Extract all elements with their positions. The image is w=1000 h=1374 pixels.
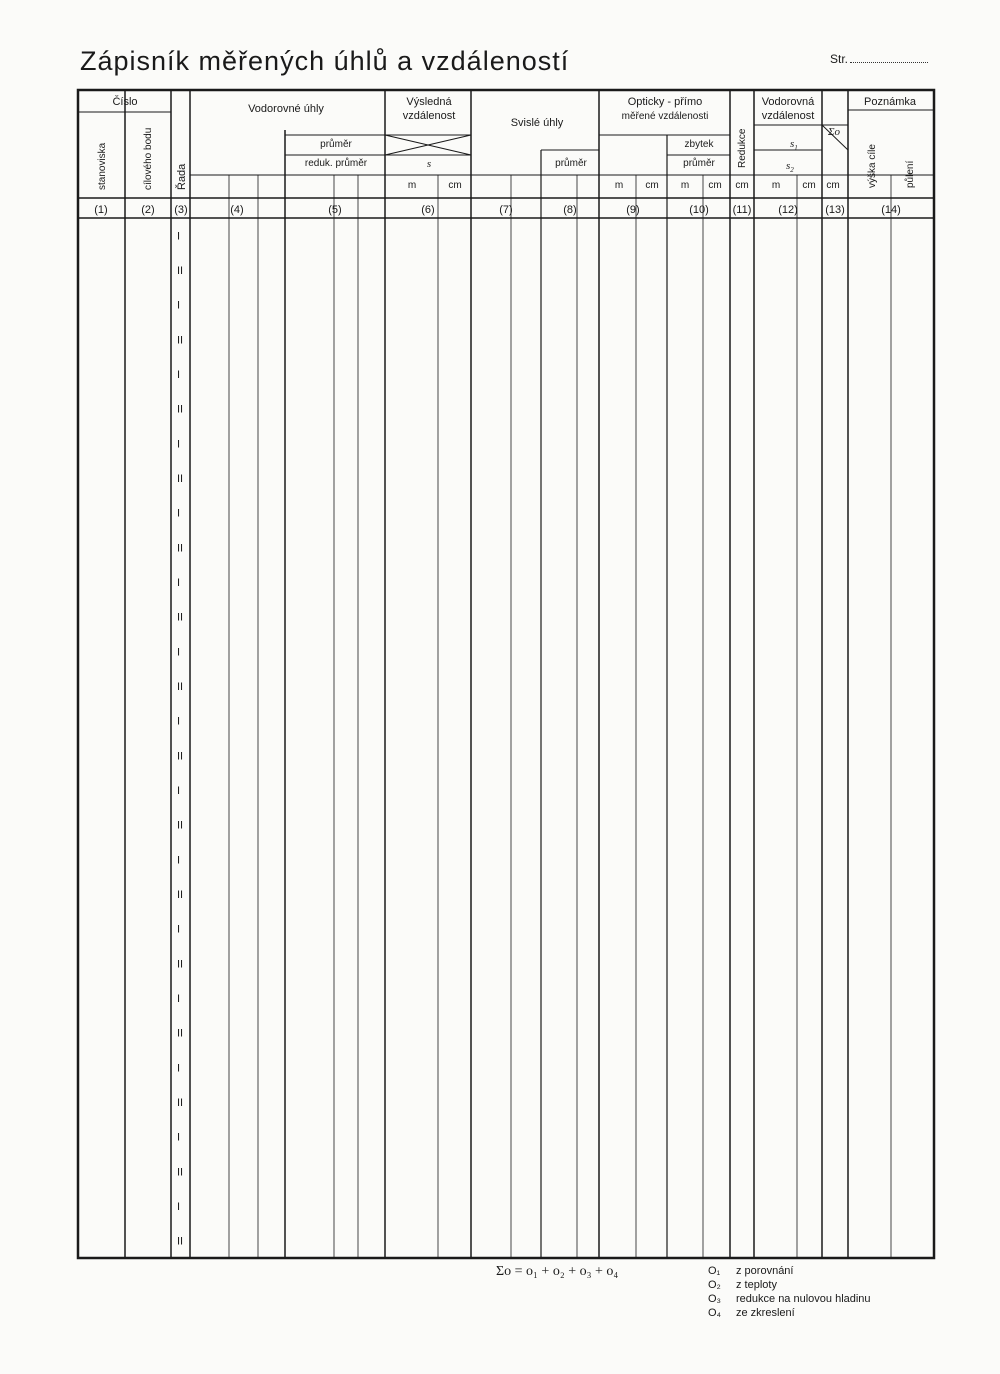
header-sigma-o: Σo [827, 126, 841, 138]
result-box [385, 1085, 471, 1120]
header-poznamka: Poznámka [864, 96, 916, 108]
column-number: (10) [689, 204, 709, 216]
result-box [385, 253, 471, 288]
grid-line [385, 911, 471, 946]
legend-row [708, 1306, 871, 1320]
grid-line [385, 426, 471, 461]
grid-line [385, 565, 471, 600]
legend-row [708, 1278, 871, 1292]
row-label: I [177, 438, 181, 451]
header-s1: $s_1$ [790, 138, 798, 152]
row-label: I [177, 715, 181, 728]
column-number: (14) [881, 204, 901, 216]
page-title: Zápisník měřených úhlů a vzdáleností [80, 46, 570, 76]
result-box [285, 391, 385, 426]
row-label: II [177, 958, 184, 971]
column-number: (7) [499, 204, 513, 216]
column-number: (11) [732, 204, 752, 216]
row-label: II [177, 611, 184, 624]
result-box [385, 1015, 471, 1050]
unit-m: m [771, 180, 781, 191]
header-zbytek: zbytek [684, 139, 714, 150]
header-svisle-uhly: Svislé úhly [510, 117, 564, 129]
grid-line [385, 1189, 471, 1224]
row-label: I [177, 1201, 181, 1213]
row-label: I [177, 369, 181, 381]
result-box [285, 1154, 385, 1189]
grid-line [385, 703, 471, 738]
header-vodorovna: Vodorovná [761, 96, 815, 108]
row-label: I [177, 507, 181, 520]
grid-line [385, 426, 471, 461]
legend-row [708, 1292, 871, 1306]
row-label: II [177, 403, 184, 416]
grid-line [385, 634, 471, 669]
header-reduk-prumer: reduk. průměr [304, 158, 368, 169]
result-box [285, 322, 385, 357]
column-number: (6) [421, 204, 435, 216]
column-number: (8) [563, 204, 577, 216]
result-box [285, 599, 385, 634]
grid-line [385, 287, 471, 322]
header-ciloveho-bodu: cílového bodu [143, 127, 154, 190]
result-box [285, 1085, 385, 1120]
legend-text: redukce na nulovou hladinu [736, 1293, 871, 1305]
grid-line [385, 911, 471, 946]
header-opticky: Opticky - přímo [627, 96, 703, 108]
result-box [385, 946, 471, 981]
unit-cm: cm [735, 180, 749, 191]
result-box [285, 1015, 385, 1050]
row-label: I [177, 230, 181, 243]
grid-line [385, 495, 471, 530]
grid-line [385, 981, 471, 1016]
column-number: (4) [230, 204, 244, 216]
row-label: I [177, 785, 181, 797]
unit-m: m [407, 180, 417, 191]
grid-line [385, 357, 471, 392]
result-box [385, 599, 471, 634]
header-cislo: Číslo [112, 96, 138, 108]
row-label: I [177, 993, 181, 1005]
column-number: (12) [778, 204, 798, 216]
header-stanoviska: stanoviska [97, 142, 108, 190]
result-box [385, 738, 471, 773]
row-label: II [177, 265, 184, 277]
column-number: (2) [141, 204, 155, 216]
legend-text: z porovnání [736, 1265, 794, 1277]
row-label: II [177, 1027, 184, 1040]
legend-text: ze zkreslení [736, 1307, 795, 1319]
grid-line [385, 1189, 471, 1224]
grid-line [385, 773, 471, 808]
grid-line [385, 981, 471, 1016]
unit-m: m [680, 180, 690, 191]
page-number-label: Str. [830, 52, 849, 66]
header-vyska-cile: výška cíle [867, 144, 878, 188]
row-label: II [177, 889, 184, 901]
header-vzdalenost2: vzdálenost [761, 110, 815, 122]
header-vysledna: Výsledná [406, 96, 452, 108]
row-label: I [177, 1131, 181, 1144]
row-label: II [177, 1097, 184, 1109]
table-frame [78, 90, 934, 1258]
grid-line [385, 634, 471, 669]
header-redukce: Redukce [737, 128, 748, 168]
column-number: (5) [328, 204, 342, 216]
header-merene-vzdalenosti: měřené vzdálenosti [621, 111, 709, 122]
grid-line [385, 1050, 471, 1085]
row-label: II [177, 1166, 184, 1179]
correction-legend [708, 1264, 871, 1320]
result-box [385, 391, 471, 426]
row-label: II [177, 819, 184, 832]
grid-line [385, 1119, 471, 1154]
legend-symbol: O₂ [708, 1279, 721, 1291]
grid-line [385, 1119, 471, 1154]
unit-cm: cm [645, 180, 659, 191]
header-prumer: průměr [320, 139, 352, 150]
result-box [385, 530, 471, 565]
header-puleni: půlení [905, 160, 916, 188]
legend-text: z teploty [736, 1279, 777, 1291]
grid-line [385, 495, 471, 530]
grid-line [385, 1050, 471, 1085]
row-label: II [177, 473, 184, 485]
row-label: II [177, 542, 184, 555]
result-box [385, 461, 471, 496]
row-label: I [177, 646, 181, 659]
legend-symbol: O₄ [708, 1307, 722, 1319]
result-box [385, 1223, 471, 1258]
header-vodorovne-uhly: Vodorovné úhly [248, 103, 324, 115]
row-label: I [177, 854, 181, 867]
result-box [285, 946, 385, 981]
column-number: (1) [94, 204, 108, 216]
header-s2: $s_2$ [786, 160, 794, 174]
unit-m: m [614, 180, 624, 191]
result-box [285, 738, 385, 773]
header-prumer-svisle: průměr [555, 158, 587, 169]
result-box [385, 877, 471, 912]
grid-line [385, 842, 471, 877]
grid-line [385, 357, 471, 392]
result-box [385, 807, 471, 842]
legend-symbol: O₃ [708, 1293, 722, 1305]
unit-cm: cm [802, 180, 816, 191]
row-label: I [177, 923, 181, 936]
grid-line [385, 565, 471, 600]
result-box [385, 322, 471, 357]
header-rada: Řada [176, 163, 188, 190]
row-label: I [177, 577, 181, 589]
header-vzdalenost: vzdálenost [402, 110, 456, 122]
result-box [285, 807, 385, 842]
header-prumer-opt: průměr [683, 158, 715, 169]
unit-cm: cm [826, 180, 840, 191]
legend-symbol: O₁ [708, 1265, 721, 1277]
result-box [385, 1154, 471, 1189]
legend-row [708, 1264, 871, 1278]
row-label: II [177, 1235, 184, 1248]
result-box [285, 877, 385, 912]
column-number: (3) [174, 204, 188, 216]
grid-line [385, 287, 471, 322]
grid-line [385, 773, 471, 808]
row-label: I [177, 1062, 181, 1075]
grid-line [385, 703, 471, 738]
result-box [285, 530, 385, 565]
result-box [285, 1223, 385, 1258]
grid-line [385, 842, 471, 877]
result-box [285, 253, 385, 288]
unit-cm: cm [708, 180, 722, 191]
header-s: s [426, 158, 432, 170]
row-label: II [177, 750, 184, 763]
row-label: I [177, 299, 181, 312]
row-label: II [177, 681, 184, 693]
unit-cm: cm [448, 180, 462, 191]
result-box [385, 669, 471, 704]
row-label: II [177, 334, 184, 347]
column-number: (13) [825, 204, 845, 216]
sigma-formula: Σo = o₁ + o₂ + o₃ + o₄ [496, 1264, 619, 1279]
result-box [285, 669, 385, 704]
column-number: (9) [626, 204, 640, 216]
result-box [285, 461, 385, 496]
